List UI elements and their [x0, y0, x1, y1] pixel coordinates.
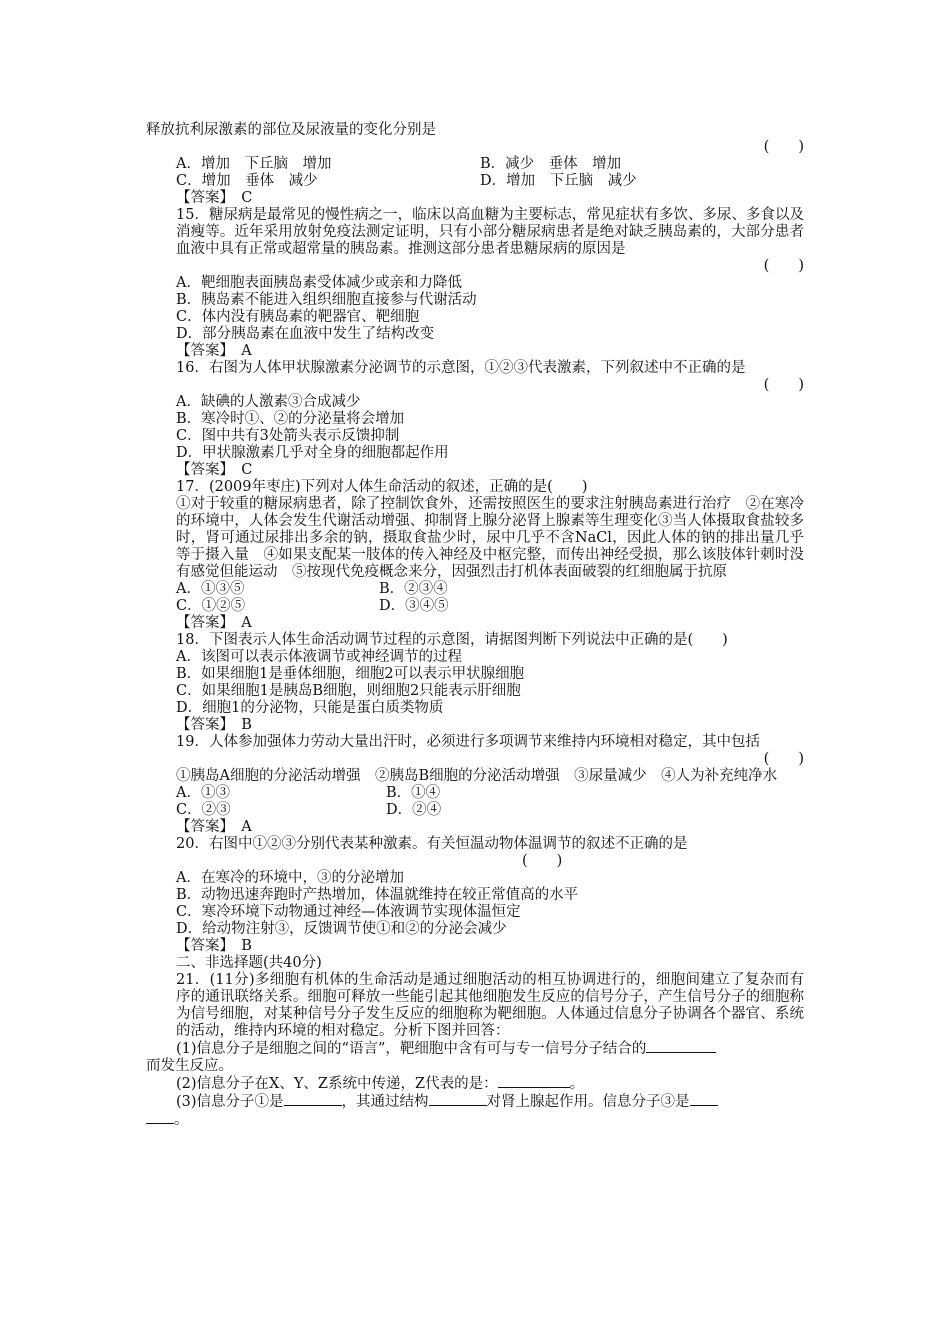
q15-option-b: B．胰岛素不能进入组织细胞直接参与代谢活动: [176, 292, 477, 308]
q16-option-a: A．缺碘的人激素③合成减少: [176, 394, 361, 410]
q21-sub1-blank: [646, 1040, 716, 1053]
q15-option-c: C．体内没有胰岛素的靶器官、靶细胞: [176, 309, 420, 325]
q19-body: ①胰岛A细胞的分泌活动增强 ②胰岛B细胞的分泌活动增强 ③尿量减少 ④人为补充纯净水: [176, 768, 778, 784]
q21-sub3-text-d: 。: [174, 1112, 189, 1128]
q15-option-a: A．靶细胞表面胰岛素受体减少或亲和力降低: [176, 275, 462, 291]
q18-option-b: B．如果细胞1是垂体细胞，细胞2可以表示甲状腺细胞: [176, 666, 525, 682]
q18-answer: 【答案】 B: [176, 717, 252, 733]
q19-stem: 19．人体参加强体力劳动大量出汗时，必须进行多项调节来维持内环境相对稳定，其中包括: [176, 734, 760, 750]
q19-options-row2: [146, 802, 804, 819]
q19-options-row1: [146, 785, 804, 802]
q21-sub2-blank: [498, 1075, 570, 1088]
q14-paren: ( ): [763, 139, 804, 155]
document-content: [146, 122, 804, 1129]
q19-option-b: B．①④: [386, 785, 441, 801]
q17-option-b: B．②③④: [379, 581, 448, 597]
q21-sub1-line1: [146, 1040, 804, 1058]
q14-options-row2: [146, 173, 804, 190]
q16-paren: ( ): [763, 377, 804, 393]
q21-sub3-blank-2: [429, 1093, 487, 1106]
q21-sub2-line: [146, 1075, 804, 1093]
q16-stem: 16．右图为人体甲状腺激素分泌调节的示意图，①②③代表激素，下列叙述中不正确的是: [176, 360, 746, 376]
q14-stem: 释放抗利尿激素的部位及尿液量的变化分别是: [146, 122, 436, 138]
q21-sub3-line2: [146, 1111, 804, 1129]
q20-option-c: C．寒冷环境下动物通过神经—体液调节实现体温恒定: [176, 904, 521, 920]
q16-option-c: C．图中共有3处箭头表示反馈抑制: [176, 428, 400, 444]
q21-sub1-text-b: 而发生反应。: [146, 1058, 233, 1074]
q18-stem: 18．下图表示人体生命活动调节过程的示意图，请据图判断下列说法中正确的是( ): [176, 632, 728, 648]
q21-sub1-text-a: (1)信息分子是细胞之间的“语言”，靶细胞中含有可与专一信号分子结合的: [176, 1041, 647, 1057]
q15-answer: 【答案】 A: [176, 343, 252, 359]
q21-sub3-text-c: 对肾上腺起作用。信息分子③是: [486, 1094, 690, 1110]
q21-sub2-text-a: (2)信息分子在X、Y、Z系统中传递，Z代表的是：: [176, 1076, 498, 1092]
q15-paren: ( ): [763, 258, 804, 274]
q17-option-c: C．①②⑤: [176, 598, 246, 614]
q14-option-b: B．减少 垂体 增加: [480, 156, 622, 172]
q17-body: ①对于较重的糖尿病患者，除了控制饮食外，还需按照医生的要求注射胰岛素进行治疗 ②在寒冷的环境中，人体会发生代谢活动增强、抑制肾上腺分泌肾上腺素等生理变化③当人体摄取食盐较多时，肾可通过尿排出多余的钠，摄取食盐少时，尿中几乎不含NaCl，因此人体的钠的排出量几乎等于摄入量 ④如果支配某一肢体的传入神经及中枢完整，而传出神经受损，那么该肢体针刺时没有感觉但能运动 ⑤按现代免疫概念来分，因强烈击打机体表面破裂的红细胞属于抗原: [176, 496, 804, 580]
q16-answer: 【答案】 C: [176, 462, 253, 478]
q21-sub3-blank-3b: [146, 1111, 174, 1124]
q19-paren: ( ): [763, 751, 804, 767]
q19-option-d: D．②④: [386, 802, 442, 818]
q17-option-d: D．③④⑤: [379, 598, 449, 614]
q14-option-c: C．增加 垂体 减少: [176, 173, 318, 189]
q14-option-a: A．增加 下丘脑 增加: [176, 156, 332, 172]
q16-option-b: B．寒冷时①、②的分泌量将会增加: [176, 411, 405, 427]
q15-stem: 15．糖尿病是最常见的慢性病之一，临床以高血糖为主要标志，常见症状有多饮、多尿、多食以及消瘦等。近年采用放射免疫法测定证明，只有小部分糖尿病患者是绝对缺乏胰岛素的，大部分患者血液中具有正常或超常量的胰岛素。推测这部分患者患糖尿病的原因是: [176, 207, 804, 257]
q14-options-row1: [146, 156, 804, 173]
q20-answer: 【答案】 B: [176, 938, 252, 954]
q21-sub3-blank-3a: [690, 1093, 718, 1106]
q17-option-a: A．①③⑤: [176, 581, 245, 597]
q21-sub3-text-a: (3)信息分子①是: [176, 1094, 284, 1110]
q17-options-row2: [146, 598, 804, 615]
q21-sub3-line1: [146, 1093, 804, 1111]
q20-stem: 20．右图中①②③分别代表某种激素。有关恒温动物体温调节的叙述不正确的是: [176, 836, 688, 852]
q20-option-b: B．动物迅速奔跑时产热增加，体温就维持在较正常值高的水平: [176, 887, 579, 903]
q20-option-a: A．在寒冷的环境中，③的分泌增加: [176, 870, 404, 886]
q20-option-d: D．给动物注射③，反馈调节使①和②的分泌会减少: [176, 921, 507, 937]
q17-answer: 【答案】 A: [176, 615, 252, 631]
q16-option-d: D．甲状腺激素几乎对全身的细胞都起作用: [176, 445, 449, 461]
section-heading: 二、非选择题(共40分): [176, 955, 322, 971]
q20-paren: ( ): [522, 853, 563, 869]
q15-option-d: D．部分胰岛素在血液中发生了结构改变: [176, 326, 435, 342]
q18-option-c: C．如果细胞1是胰岛B细胞，则细胞2只能表示肝细胞: [176, 683, 521, 699]
q18-option-d: D．细胞1的分泌物，只能是蛋白质类物质: [176, 700, 444, 716]
q21-sub3-text-b: ，其通过结构: [341, 1094, 429, 1110]
q21-sub3-blank-1: [284, 1093, 342, 1106]
q19-answer: 【答案】 A: [176, 819, 252, 835]
q21-sub2-text-b: 。: [569, 1076, 585, 1092]
q21-stem: 21．(11分)多细胞有机体的生命活动是通过细胞活动的相互协调进行的，细胞间建立了复杂而有序的通讯联络关系。细胞可释放一些能引起其他细胞发生反应的信号分子，产生信号分子的细胞称为信号细胞，对某种信号分子发生反应的细胞称为靶细胞。人体通过信息分子协调各个器官、系统的活动，维持内环境的相对稳定。分析下图并回答：: [176, 972, 804, 1039]
q17-options-row1: [146, 581, 804, 598]
q14-option-d: D．增加 下丘脑 减少: [480, 173, 637, 189]
q18-option-a: A．该图可以表示体液调节或神经调节的过程: [176, 649, 462, 665]
q14-answer: 【答案】 C: [176, 190, 253, 206]
q19-option-a: A．①③: [176, 785, 230, 801]
q17-stem: 17．(2009年枣庄)下列对人体生命活动的叙述，正确的是( ): [176, 479, 588, 495]
q19-option-c: C．②③: [176, 802, 231, 818]
